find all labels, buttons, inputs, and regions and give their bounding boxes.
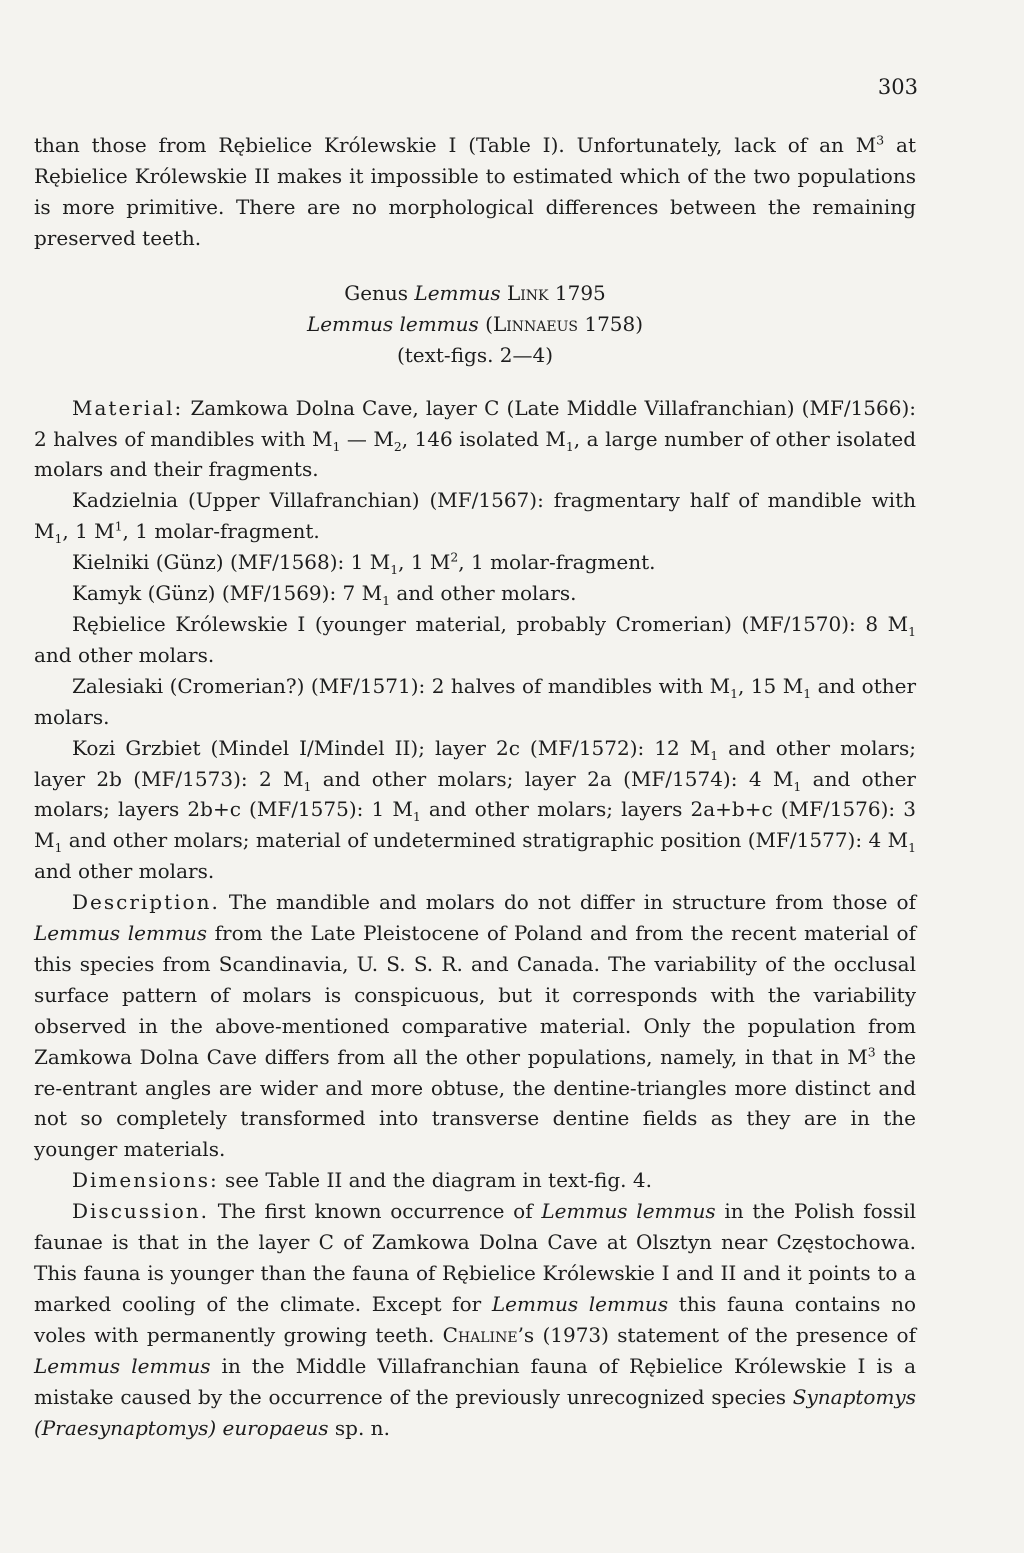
text-run: Kozi Grzbiet (Mindel I/Mindel II); layer 2c (MF/1572): 12 M <box>72 735 711 760</box>
species-year: 1758) <box>578 311 644 336</box>
material-kadzielnia <box>34 485 916 547</box>
subscript: 1 <box>803 685 812 701</box>
species-author: Linnaeus <box>492 311 578 336</box>
material-zalesiaki <box>34 671 916 733</box>
material-kamyk <box>34 578 916 609</box>
material-kozi-grzbiet <box>34 733 916 888</box>
section-label: Discussion. <box>72 1199 209 1224</box>
species-name: Lemmus lemmus <box>491 1291 669 1316</box>
text-run: and other molars; layer 2b (MF/1573): 2 M <box>34 735 916 791</box>
taxon-heading <box>34 278 916 371</box>
material-kielniki <box>34 547 916 578</box>
text-run: and other molars; layers 2b+c (MF/1575): 1 M <box>34 766 916 822</box>
subscript: 1 <box>793 778 802 794</box>
text-run: and other molars. <box>34 859 215 884</box>
text-run: The mandible and molars do not differ in structure from those of <box>219 890 916 915</box>
text-run: , 1 molar-fragment. <box>122 519 320 544</box>
subscript: 1 <box>54 531 63 547</box>
species-name: Lemmus lemmus <box>34 1353 211 1378</box>
page-number: 303 <box>877 75 918 99</box>
text-run: , 15 M <box>737 673 804 698</box>
text-run: sp. n. <box>328 1415 390 1440</box>
species-name: Lemmus lemmus <box>541 1199 716 1224</box>
superscript: 1 <box>114 518 123 534</box>
text-run: , 1 M <box>398 550 451 575</box>
material-rebielice <box>34 609 916 671</box>
description-paragraph <box>34 887 916 1165</box>
text-run: and other molars; layers 2a+b+c (MF/1576): 3 M <box>34 797 916 853</box>
body-text <box>34 130 916 1443</box>
text-run: , 1 molar-fragment. <box>458 550 656 575</box>
species-name: Lemmus lemmus <box>34 921 208 946</box>
text-run: and other molars; layer 2a (MF/1574): 4 M <box>311 766 794 791</box>
subscript: 1 <box>54 840 63 856</box>
text-run: and other molars. <box>390 581 577 606</box>
genus-year: 1795 <box>548 280 606 305</box>
text-run: Kadzielnia (Upper Villafranchian) (MF/1567): fragmentary half of mandible with M <box>34 488 916 544</box>
dimensions-paragraph <box>34 1165 916 1196</box>
section-label: Dimensions: <box>72 1168 219 1193</box>
subscript: 1 <box>908 840 916 856</box>
genus-name: Lemmus <box>414 280 501 305</box>
section-label: Material: <box>72 395 184 420</box>
text-run: in the Polish fossil faunae is that in the layer C of Zamkowa Dolna Cave at Olsztyn near Częstochowa. This fauna is younger than the fauna of Rębielice Królewskie I and II and it points to a marked cooling of the climate. Except for <box>34 1199 917 1316</box>
superscript: 3 <box>867 1044 876 1059</box>
species-name: Synaptomys (Praesynaptomys) europaeus <box>34 1384 916 1440</box>
text-run: the re-entrant angles are wider and more obtuse, the dentine-triangles more distinct and not so completely transformed into transverse dentine fields as they are in the younger materials. <box>34 1044 916 1162</box>
text-run: Zalesiaki (Cromerian?) (MF/1571): 2 halves of mandibles with M <box>72 673 731 698</box>
text-run: than those from Rębielice Królewskie I (Table I). Unfortunately, lack of an M <box>34 133 877 157</box>
species-heading <box>34 309 916 340</box>
section-label: Description. <box>72 890 220 915</box>
subscript: 1 <box>710 747 719 763</box>
species-name: Lemmus lemmus <box>306 311 479 336</box>
text-run: , 146 isolated M <box>401 426 566 451</box>
subscript: 1 <box>565 438 574 454</box>
text-run: ( <box>478 311 493 336</box>
subscript: 1 <box>730 685 738 701</box>
text-run: and other molars. <box>34 642 215 667</box>
discussion-paragraph <box>34 1196 916 1443</box>
text-run: Kamyk (Günz) (MF/1569): 7 M <box>72 581 383 606</box>
text-run: at Rębielice Królewskie II makes it impossible to estimated which of the two populations is more primitive. There are no morphological differences between the remaining preserved teeth. <box>34 133 916 250</box>
text-run: in the Middle Villafranchian fauna of Rębielice Królewskie I is a mistake caused by the occurrence of the previously unrecognized species <box>34 1353 917 1409</box>
subscript: 1 <box>390 562 399 578</box>
author-name: Chaline <box>442 1322 518 1347</box>
figures-reference: (text-figs. 2—4) <box>396 342 554 367</box>
material-paragraph <box>34 393 916 486</box>
intro-paragraph <box>34 130 916 254</box>
text-run: Zamkowa Dolna Cave, layer C (Late Middle Villafranchian) (MF/1566): 2 halves of mandibles with M <box>34 395 916 451</box>
subscript: 1 <box>332 438 341 454</box>
text-run: this fauna contains no voles with permanently growing teeth. <box>34 1291 916 1347</box>
text-run: Rębielice Królewskie I (younger material, probably Cromerian) (MF/1570): 8 M <box>72 611 909 636</box>
subscript: 1 <box>303 778 312 794</box>
text-run: The first known occurrence of <box>208 1199 542 1224</box>
text-run: ’s (1973) statement of the presence of <box>517 1322 916 1347</box>
superscript: 3 <box>876 132 885 148</box>
subscript: 2 <box>393 438 402 454</box>
text-run: and other molars. <box>34 673 917 729</box>
subscript: 1 <box>412 809 421 825</box>
text-run: — M <box>340 426 394 451</box>
text-run: Kielniki (Günz) (MF/1568): 1 M <box>72 550 391 575</box>
text-run: and other molars; material of undetermined stratigraphic position (MF/1577): 4 M <box>62 828 909 853</box>
subscript: 1 <box>908 623 916 639</box>
text-run: see Table II and the diagram in text-fig. 4. <box>218 1168 652 1193</box>
text-run: , 1 M <box>62 519 115 544</box>
subscript: 1 <box>382 593 390 609</box>
superscript: 2 <box>450 549 459 565</box>
text-run: Genus <box>344 280 415 305</box>
text-run: from the Late Pleistocene of Poland and from the recent material of this species from Scandinavia, U. S. S. R. and Canada. The variability of the occlusal surface pattern of molars is conspicuous, but it corresponds with the variability observed in the above-mentioned comparative material. Only the population from Zamkowa Dolna Cave differs from all the other populations, namely, in that in M <box>34 921 916 1069</box>
genus-author: Link <box>506 280 549 305</box>
genus-heading <box>34 278 916 309</box>
text-run: , a large number of other isolated molars and their fragments. <box>34 426 917 482</box>
